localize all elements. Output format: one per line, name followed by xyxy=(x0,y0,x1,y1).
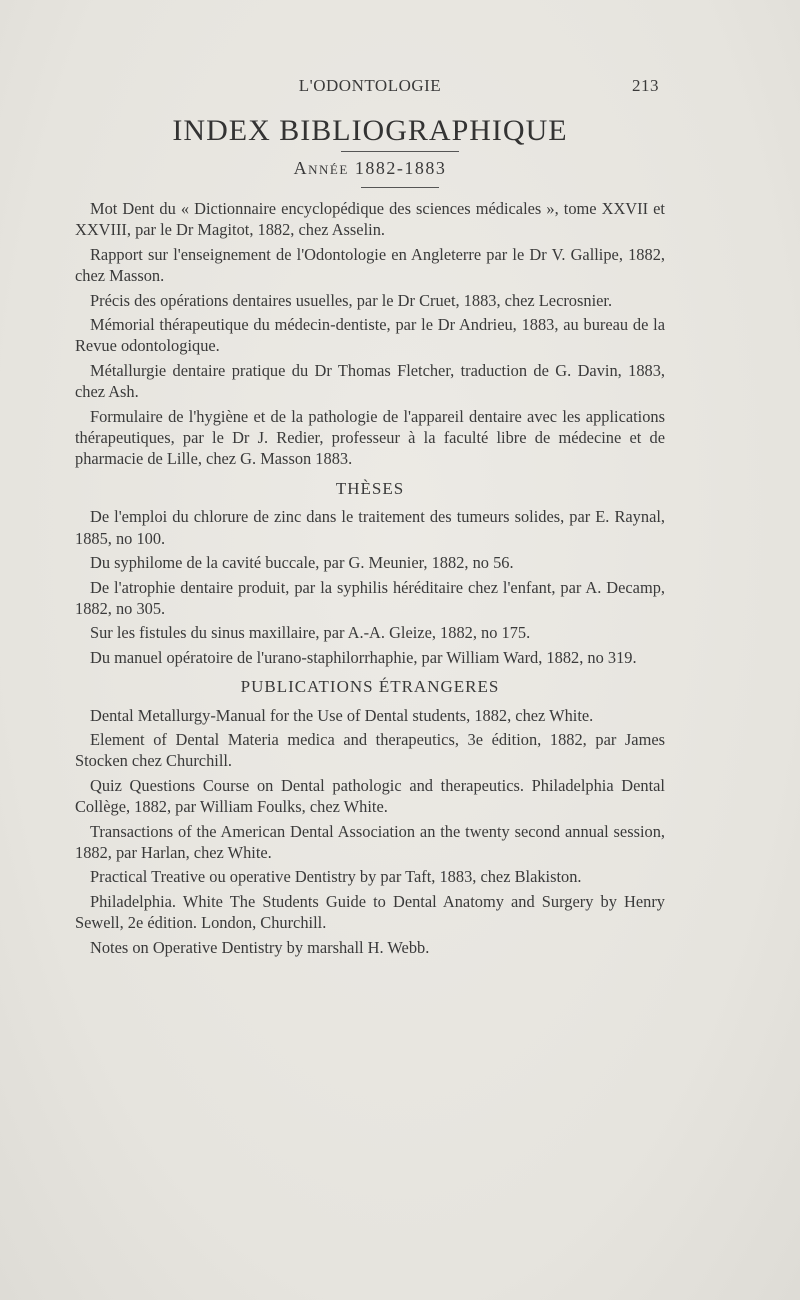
year-value: 1882-1883 xyxy=(354,158,447,178)
page-number: 213 xyxy=(632,76,659,95)
entry: Métallurgie dentaire pratique du Dr Thomas Fletcher, traduction de G. Davin, 1883, chez Ash. xyxy=(75,360,665,402)
entry: Mémorial thérapeutique du médecin-dentiste, par le Dr Andrieu, 1883, au bureau de la Revue odontologique. xyxy=(75,315,665,356)
year-label: Année xyxy=(293,158,349,178)
entry: Précis des opérations dentaires usuelles, par le Dr Cruet, 1883, chez Lecrosnier. xyxy=(90,290,613,310)
publication-entry: Dental Metallurgy-Manual for the Use of Dental students, 1882, chez White. xyxy=(90,705,594,725)
entry: Rapport sur l'enseignement de l'Odontologie en Angleterre par le Dr V. Gallipe, 1882, chez Masson. xyxy=(75,244,665,286)
year-rule xyxy=(361,187,439,188)
publication-entry: Quiz Questions Course on Dental pathologic and therapeutics. Philadelphia Dental Collège, 1882, par William Foulks, chez White. xyxy=(75,775,665,817)
running-head-title: L'ODONTOLOGIE xyxy=(298,76,442,95)
thesis-entry: Du manuel opératoire de l'urano-staphilorrhaphie, par William Ward, 1882, no 319. xyxy=(90,647,637,667)
thesis-entry: De l'atrophie dentaire produit, par la syphilis héréditaire chez l'enfant, par A. Decamp, 1882, no 305. xyxy=(75,577,665,618)
publication-entry: Philadelphia. White The Students Guide to Dental Anatomy and Surgery by Henry Sewell, 2e édition. London, Churchill. xyxy=(75,891,665,933)
entry: Mot Dent du « Dictionnaire encyclopédique des sciences médicales », tome XXVII et XXVIII, par le Dr Magitot, 1882, chez Asselin. xyxy=(75,199,665,240)
page-title: INDEX BIBLIOGRAPHIQUE xyxy=(172,114,568,147)
entry: Formulaire de l'hygiène et de la pathologie de l'appareil dentaire avec les applications thérapeutiques, par le Dr J. Redier, professeur à la faculté libre de médecine et de pharmacie de Lille, chez G. Masson 1883. xyxy=(75,406,665,469)
publication-entry: Transactions of the American Dental Association an the twenty second annual session, 1882, par Harlan, chez White. xyxy=(75,821,665,862)
thesis-entry: Sur les fistules du sinus maxillaire, par A.-A. Gleize, 1882, no 175. xyxy=(90,623,531,643)
publications-heading: PUBLICATIONS ÉTRANGERES xyxy=(240,677,500,697)
thesis-entry: De l'emploi du chlorure de zinc dans le traitement des tumeurs solides, par E. Raynal, 1885, no 100. xyxy=(75,507,665,548)
publication-entry: Practical Treative ou operative Dentistry by par Taft, 1883, chez Blakiston. xyxy=(90,867,582,887)
publication-entry: Notes on Operative Dentistry by marshall H. Webb. xyxy=(90,937,430,957)
theses-heading: THÈSES xyxy=(335,478,405,498)
title-rule xyxy=(341,151,459,152)
thesis-entry: Du syphilome de la cavité buccale, par G. Meunier, 1882, no 56. xyxy=(90,553,514,573)
year-line xyxy=(75,158,665,179)
bibliography-body xyxy=(75,198,665,961)
publication-entry: Element of Dental Materia medica and therapeutics, 3e édition, 1882, par James Stocken chez Churchill. xyxy=(75,729,665,771)
